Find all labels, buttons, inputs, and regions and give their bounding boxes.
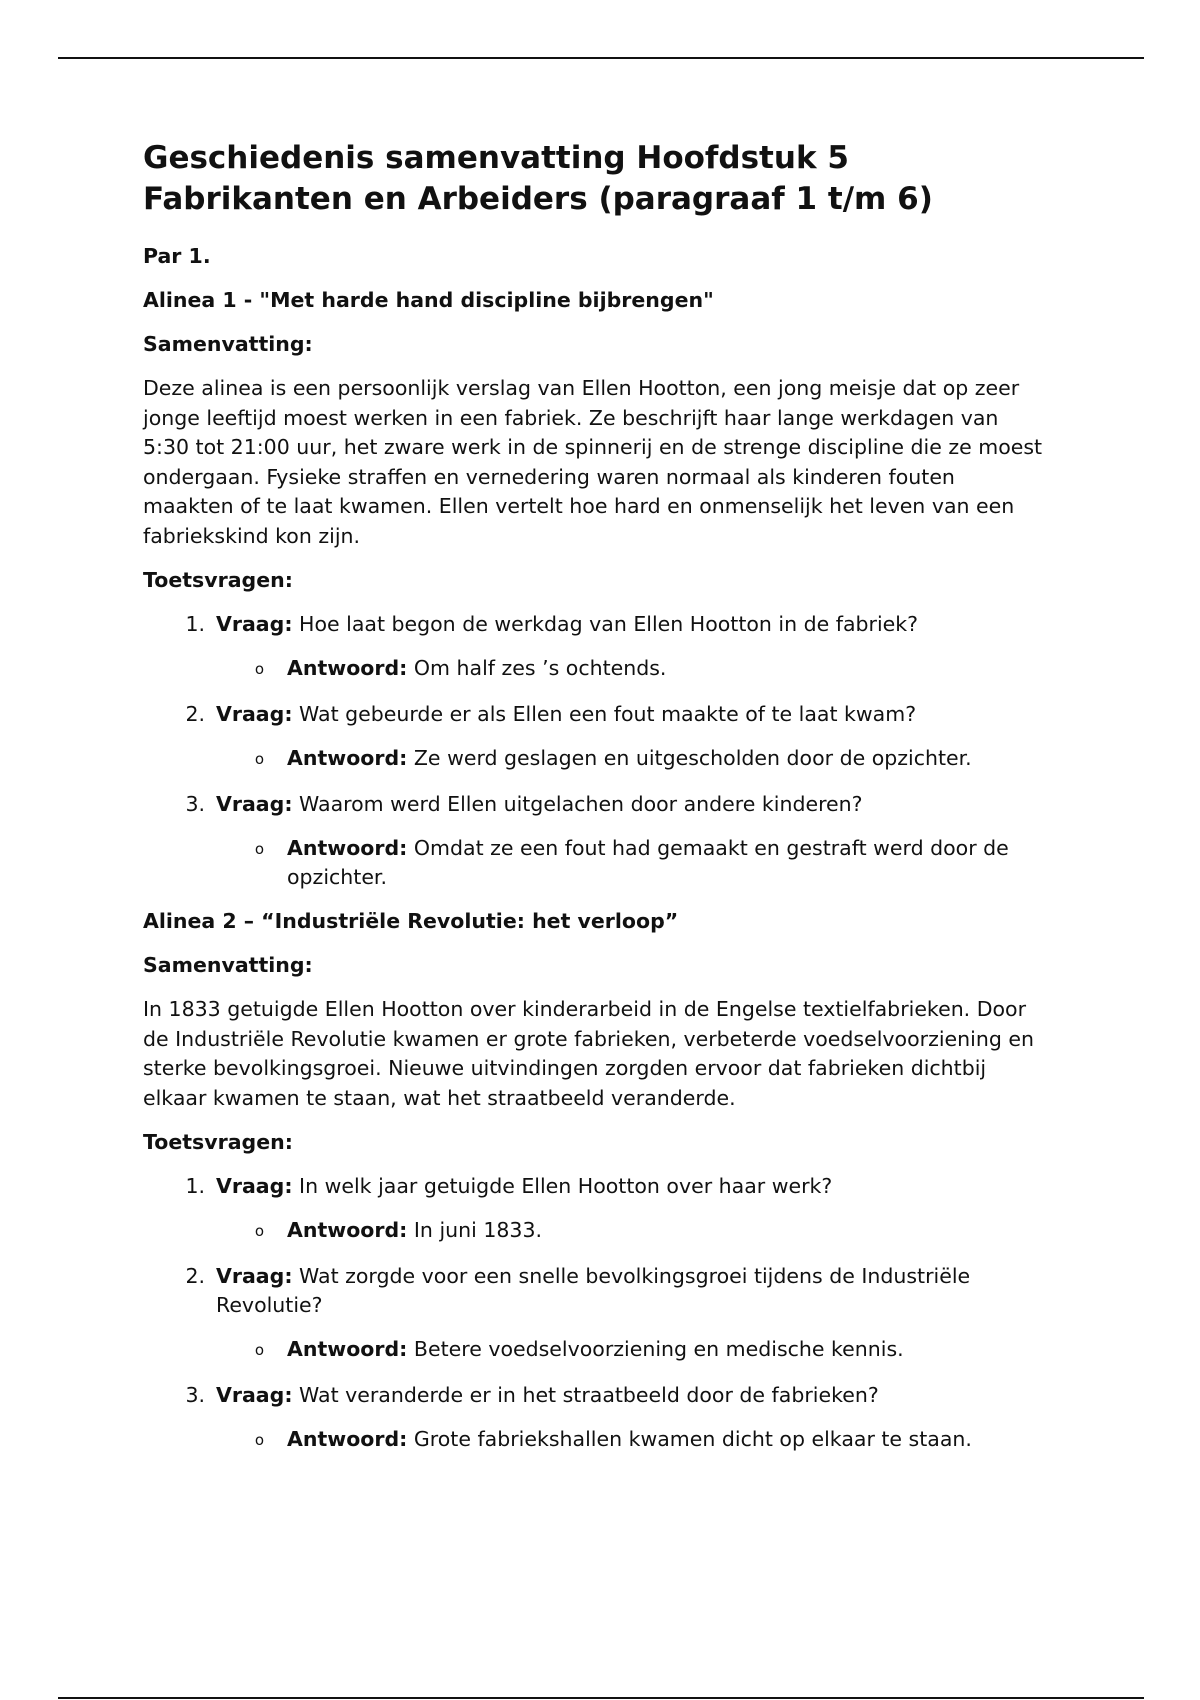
question-number: 1.	[185, 1174, 205, 1198]
question-number: 3.	[185, 1383, 205, 1407]
answer-label: Antwoord:	[287, 746, 408, 770]
question-item	[143, 610, 1048, 685]
answer-label: Antwoord:	[287, 1218, 408, 1242]
answer-text: In juni 1833.	[413, 1218, 543, 1242]
question-label: Vraag:	[216, 1174, 293, 1198]
question-text: Hoe laat begon de werkdag van Ellen Hootton in de fabriek?	[299, 612, 919, 636]
bullet-icon: o	[254, 1341, 264, 1359]
question-label: Vraag:	[216, 792, 293, 816]
summary-text: In 1833 getuigde Ellen Hootton over kinderarbeid in de Engelse textielfabrieken. Door de Industriële Revolutie kwamen er grote fabrieken, verbeterde voedselvoorziening en sterke bevolkingsgroei. Nieuwe uitvindingen zorgden ervoor dat fabrieken dichtbij elkaar kwamen te staan, wat het straatbeeld veranderde.	[143, 997, 1034, 1110]
answer-text: Ze werd geslagen en uitgescholden door de opzichter.	[413, 746, 972, 770]
question-text: Waarom werd Ellen uitgelachen door andere kinderen?	[299, 792, 863, 816]
section-heading: Alinea 2 – “Industriële Revolutie: het verloop”	[143, 909, 679, 933]
answer-label: Antwoord:	[287, 1427, 408, 1451]
summary-text: Deze alinea is een persoonlijk verslag van Ellen Hootton, een jong meisje dat op zeer jonge leeftijd moest werken in een fabriek. Ze beschrijft haar lange werkdagen van 5:30 tot 21:00 uur, het zware werk in de spinnerij en de strenge discipline die ze moest ondergaan. Fysieke straffen en vernedering waren normaal als kinderen fouten maakten of te laat kwamen. Ellen vertelt hoe hard en onmenselijk het leven van een fabriekskind kon zijn.	[143, 376, 1043, 548]
answer-label: Antwoord:	[287, 836, 408, 860]
question-text: In welk jaar getuigde Ellen Hootton over haar werk?	[299, 1174, 833, 1198]
question-list	[143, 1172, 1048, 1456]
question-label: Vraag:	[216, 1383, 293, 1407]
answer-text: Betere voedselvoorziening en medische kennis.	[413, 1337, 904, 1361]
bullet-icon: o	[254, 1222, 264, 1240]
question-item	[143, 790, 1048, 892]
answer-text: Om half zes ’s ochtends.	[413, 656, 667, 680]
document-title: Geschiedenis samenvatting Hoofdstuk 5 Fabrikanten en Arbeiders (paragraaf 1 t/m 6)	[143, 140, 933, 217]
question-label: Vraag:	[216, 702, 293, 726]
question-list	[143, 610, 1048, 892]
summary-label: Samenvatting:	[143, 332, 313, 356]
question-text: Wat gebeurde er als Ellen een fout maakte of te laat kwam?	[299, 702, 917, 726]
question-label: Vraag:	[216, 612, 293, 636]
question-number: 1.	[185, 612, 205, 636]
footer-rule	[58, 1697, 1144, 1699]
bullet-icon: o	[254, 750, 264, 768]
section-alinea-2	[143, 907, 1048, 1456]
bullet-icon: o	[254, 1431, 264, 1449]
questions-label: Toetsvragen:	[143, 1130, 293, 1154]
document-body	[143, 138, 1048, 1471]
answer-label: Antwoord:	[287, 656, 408, 680]
question-label: Vraag:	[216, 1264, 293, 1288]
question-item	[143, 1381, 1048, 1456]
header-rule	[58, 57, 1144, 59]
question-text: Wat veranderde er in het straatbeeld door de fabrieken?	[299, 1383, 879, 1407]
section-heading: Alinea 1 - "Met harde hand discipline bijbrengen"	[143, 288, 714, 312]
question-number: 2.	[185, 1264, 205, 1288]
answer-label: Antwoord:	[287, 1337, 408, 1361]
bullet-icon: o	[254, 840, 264, 858]
question-item	[143, 1172, 1048, 1247]
question-item	[143, 700, 1048, 775]
question-number: 3.	[185, 792, 205, 816]
questions-label: Toetsvragen:	[143, 568, 293, 592]
question-text: Wat zorgde voor een snelle bevolkingsgroei tijdens de Industriële Revolutie?	[216, 1264, 971, 1317]
paragraph-label: Par 1.	[143, 244, 211, 268]
answer-text: Grote fabriekshallen kwamen dicht op elkaar te staan.	[413, 1427, 972, 1451]
summary-label: Samenvatting:	[143, 953, 313, 977]
answer-text: Omdat ze een fout had gemaakt en gestraft werd door de opzichter.	[287, 836, 1009, 889]
bullet-icon: o	[254, 660, 264, 678]
question-item	[143, 1262, 1048, 1366]
section-alinea-1	[143, 286, 1048, 892]
question-number: 2.	[185, 702, 205, 726]
